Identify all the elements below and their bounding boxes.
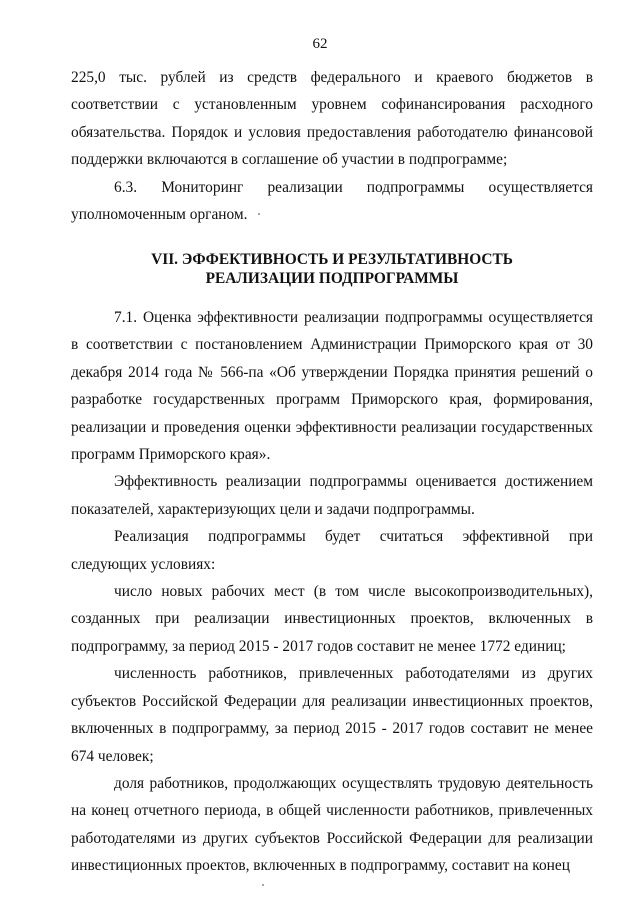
paragraph-new-jobs: число новых рабочих мест (в том числе высокопроизводительных), созданных при реализации инвестиционных проектов, включенных в подпрограмму, за период 2015 - 2017 годов составит не менее 1772 единиц; [71, 583, 593, 655]
paragraph-funding: 225,0 тыс. рублей из средств федерального и краевого бюджетов в соответствии с установленным уровнем софинансирования расходного обязательства. Порядок и условия предоставления работодателю финансовой поддержки включаются в соглашение об участии в подпрограмме; [71, 69, 593, 169]
section-heading-line-2: РЕАЛИЗАЦИИ ПОДПРОГРАММЫ [205, 270, 459, 287]
section-heading [71, 250, 593, 288]
paragraph-conditions: Реализация подпрограммы будет считаться эффективной при следующих условиях: [71, 528, 593, 573]
scan-speck [262, 884, 264, 886]
paragraph-workers-count: численность работников, привлеченных работодателями из других субъектов Российской Федерации для реализации инвестиционных проектов, включенных в подпрограмму, за период 2015 - 2017 годов составит не менее 674 человек; [71, 665, 593, 765]
paragraph-efficiency: Эффективность реализации подпрограммы оценивается достижением показателей, характеризующих цели и задачи подпрограммы. [71, 473, 593, 518]
paragraph-7-1: 7.1. Оценка эффективности реализации подпрограммы осуществляется в соответствии с постановлением Администрации Приморского края от 30 декабря 2014 года № 566-па «Об утверждении Порядка принятия решений о разработке государственных программ Приморского края, формирования, реализации и проведения оценки эффективности реализации государственных программ Приморского края». [71, 309, 593, 464]
body-text-block [71, 304, 593, 880]
top-text-block [71, 64, 593, 228]
scan-speck [258, 213, 260, 215]
page-number: 62 [312, 36, 328, 52]
paragraph-monitoring: 6.3. Мониторинг реализации подпрограммы осуществляется уполномоченным органом. [71, 178, 593, 224]
section-heading-line-1: VII. ЭФФЕКТИВНОСТЬ И РЕЗУЛЬТАТИВНОСТЬ [151, 251, 513, 268]
paragraph-workers-share: доля работников, продолжающих осуществлять трудовую деятельность на конец отчетного периода, в общей численности работников, привлеченных работодателями из других субъектов Российской Федерации для реализации инвестиционных проектов, включенных в подпрограмму, составит на конец [71, 774, 593, 875]
